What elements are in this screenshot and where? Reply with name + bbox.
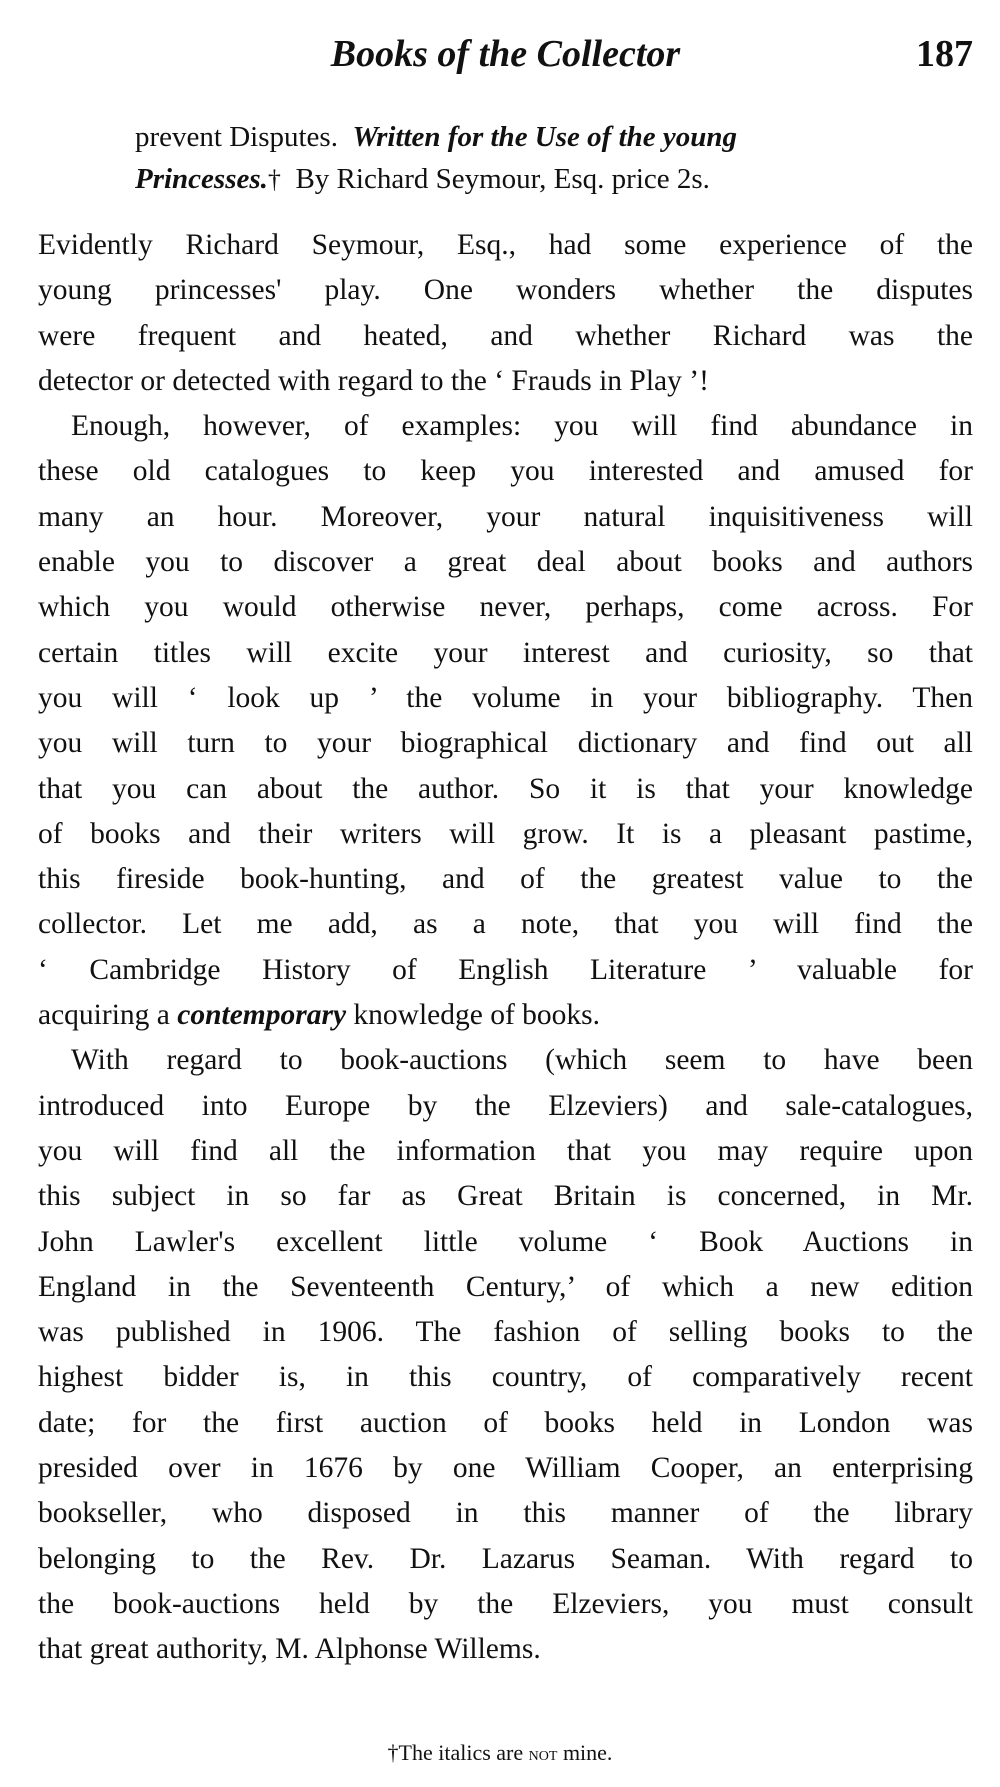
text-line: ‘ Cambridge History of English Literature ’ valuable for [38, 953, 973, 986]
text-line: certain titles will excite your interest and curiosity, so that [38, 636, 973, 669]
text-line: you will ‘ look up ’ the volume in your bibliography. Then [38, 681, 973, 714]
running-head [38, 24, 973, 84]
text-line: that great authority, M. Alphonse Willems. [38, 1633, 541, 1666]
quote-italic-text: Written for the Use of the young [352, 121, 738, 153]
text-line: With regard to book-auctions (which seem to have been [71, 1044, 973, 1077]
text-line [38, 993, 973, 1038]
text-line: many an hour. Moreover, your natural inquisitiveness will [38, 500, 973, 533]
dagger-footnote-mark: † [387, 1740, 399, 1765]
text-line: introduced into Europe by the Elzeviers) and sale-catalogues, [38, 1089, 973, 1122]
quote-line-2 [135, 158, 900, 201]
catalogue-quote [135, 116, 900, 201]
footnote [0, 1738, 1000, 1769]
text-line: were frequent and heated, and whether Richard was the [38, 319, 973, 352]
text-line: this subject in so far as Great Britain is concerned, in Mr. [38, 1180, 973, 1213]
text-line: enable you to discover a great deal about books and authors [38, 546, 973, 579]
text-line: Enough, however, of examples: you will find abundance in [71, 410, 973, 443]
quote-text: prevent Disputes. [135, 121, 338, 153]
body-text [38, 223, 973, 1673]
text-line: belonging to the Rev. Dr. Lazarus Seaman. With regard to [38, 1542, 973, 1575]
text-line: that you can about the author. So it is that your knowledge [38, 772, 973, 805]
text-line: highest bidder is, in this country, of comparatively recent [38, 1361, 973, 1394]
footnote-text: mine. [562, 1740, 613, 1765]
text-line: you will find all the information that you may require upon [38, 1134, 973, 1167]
text-line: John Lawler's excellent little volume ‘ Book Auctions in [38, 1225, 973, 1258]
text-line: you will turn to your biographical dictionary and find out all [38, 727, 973, 760]
text-fragment: acquiring a [38, 999, 170, 1032]
quote-italic-text: Princesses. [135, 163, 268, 195]
text-fragment: knowledge of books. [353, 999, 601, 1032]
text-line: collector. Let me add, as a note, that you will find the [38, 908, 973, 941]
text-line: the book-auctions held by the Elzeviers, you must consult [38, 1587, 973, 1620]
footnote-text: The italics are [398, 1740, 524, 1765]
text-line: young princesses' play. One wonders whether the disputes [38, 274, 973, 307]
text-line: of books and their writers will grow. It is a pleasant pastime, [38, 817, 973, 850]
page-number: 187 [916, 33, 973, 75]
text-line: was published in 1906. The fashion of selling books to the [38, 1316, 973, 1349]
text-line: this fireside book-hunting, and of the greatest value to the [38, 863, 973, 896]
text-line: presided over in 1676 by one William Cooper, an enterprising [38, 1452, 973, 1485]
text-line: these old catalogues to keep you interested and amused for [38, 455, 973, 488]
running-title: Books of the Collector [330, 33, 681, 75]
text-line: which you would otherwise never, perhaps, come across. For [38, 591, 973, 624]
footnote-small-caps: not [528, 1743, 558, 1765]
dagger-footnote-mark: † [267, 165, 281, 194]
text-line: date; for the first auction of books held in London was [38, 1406, 973, 1439]
quote-text: By Richard Seymour, Esq. price 2s. [295, 163, 710, 195]
text-line: Evidently Richard Seymour, Esq., had some experience of the [38, 229, 973, 261]
text-line: England in the Seventeenth Century,’ of which a new edition [38, 1270, 973, 1303]
quote-line-1 [135, 116, 900, 158]
text-line: bookseller, who disposed in this manner of the library [38, 1497, 973, 1530]
italic-word: contemporary [177, 999, 347, 1032]
text-line: detector or detected with regard to the ‘ Frauds in Play ’! [38, 364, 709, 397]
